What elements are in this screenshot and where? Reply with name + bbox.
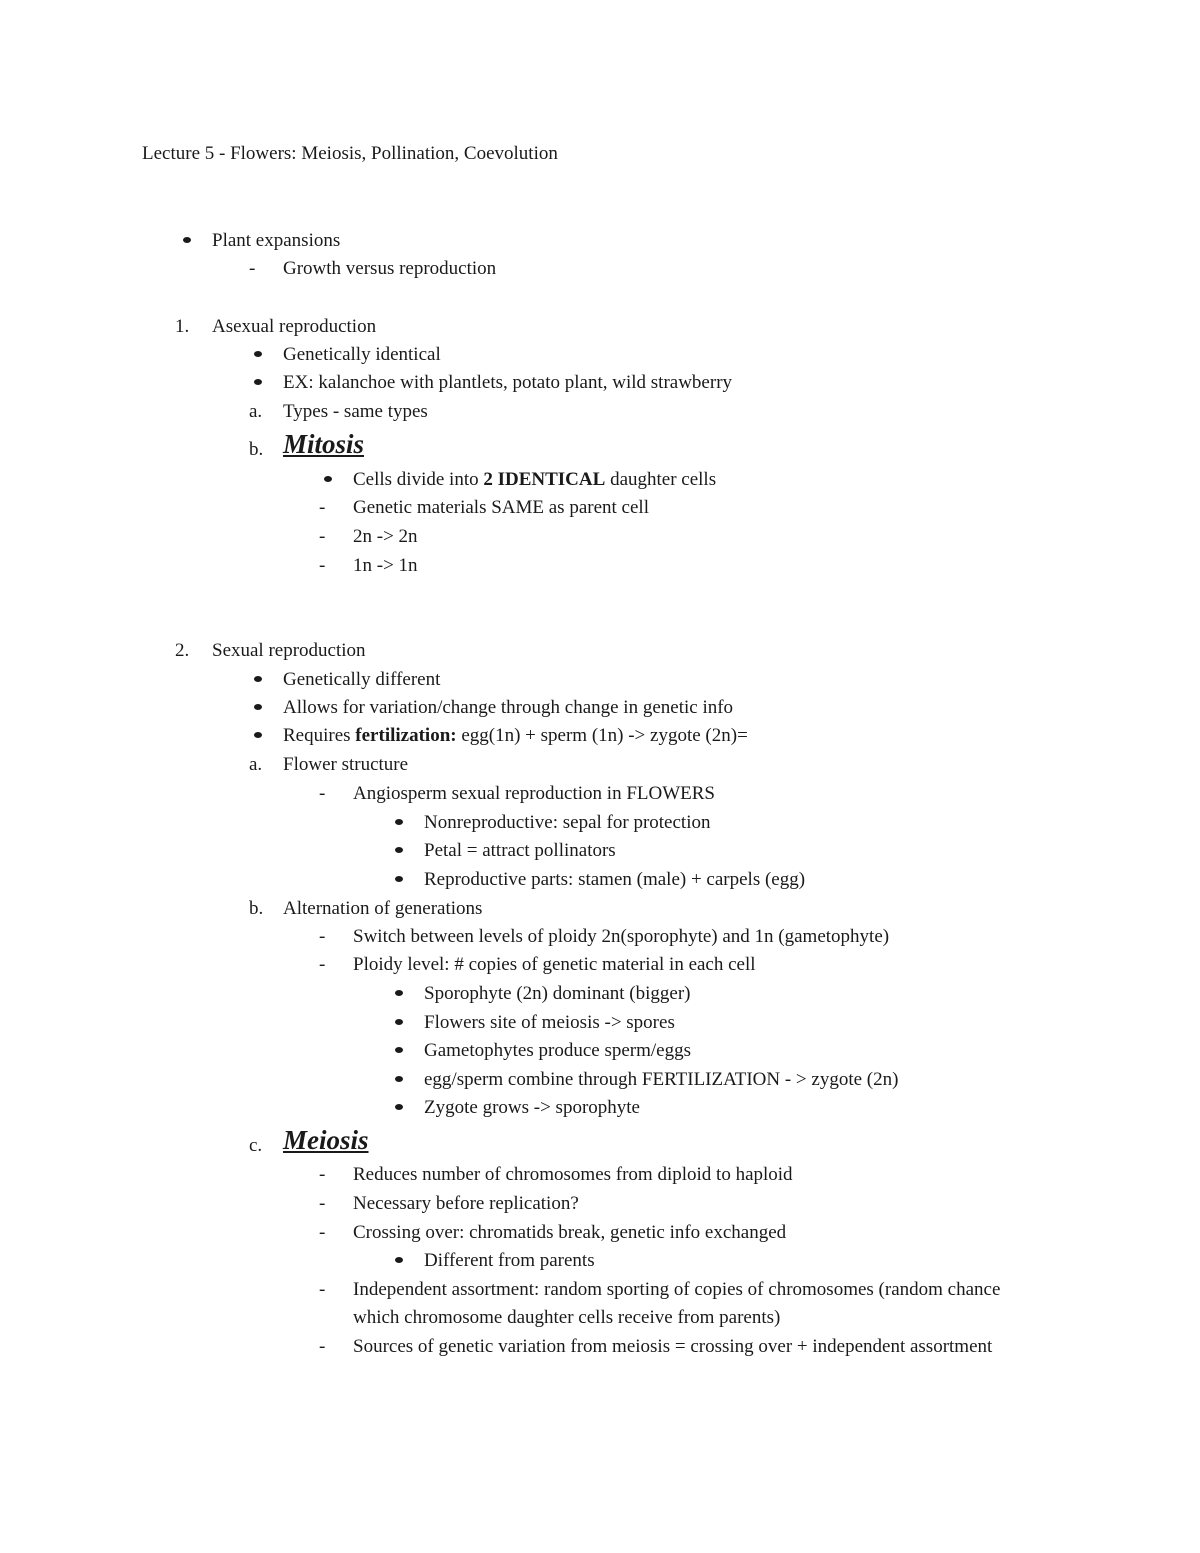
list-item (424, 809, 710, 837)
item-text: Sporophyte (2n) dominant (bigger) (424, 983, 691, 1004)
list-item (353, 552, 418, 580)
item-text: Genetically identical (283, 344, 441, 365)
item-text: Reproductive parts: stamen (male) + carpels (egg) (424, 869, 806, 890)
item-text: Allows for variation/change through change in genetic info (283, 697, 734, 718)
list-item: 2. Sexual reproduction (175, 640, 366, 661)
item-text: Flower structure (283, 754, 409, 775)
list-item (353, 951, 756, 979)
list-item (353, 1276, 1033, 1332)
list-item: a. Flower structure (249, 754, 409, 775)
list-item (353, 923, 889, 951)
item-text: Crossing over: chromatids break, genetic info exchanged (353, 1222, 787, 1243)
list-item (283, 694, 733, 722)
list-item (353, 466, 716, 494)
item-text: 2n -> 2n (353, 526, 418, 547)
list-item (353, 523, 418, 551)
list-item (424, 1247, 595, 1275)
list-item (424, 1009, 675, 1037)
item-text: Sources of genetic variation from meiosis = crossing over + independent assortment (353, 1336, 993, 1357)
list-item (353, 1161, 793, 1189)
list-item (424, 980, 690, 1008)
item-text: Gametophytes produce sperm/eggs (424, 1040, 691, 1061)
list-item (283, 666, 440, 694)
item-text: Plant expansions (212, 230, 341, 251)
item-text: Types - same types (283, 401, 428, 422)
list-item (424, 1094, 640, 1122)
item-text: EX: kalanchoe with plantlets, potato plant, wild strawberry (283, 372, 733, 393)
list-item (353, 1190, 579, 1218)
item-text: Genetic materials SAME as parent cell (353, 497, 649, 518)
list-item (353, 1219, 786, 1247)
item-text: Switch between levels of ploidy 2n(sporophyte) and 1n (gametophyte) (353, 926, 890, 947)
list-item: b. Alternation of generations (249, 898, 483, 919)
list-item (424, 1066, 898, 1094)
item-text: Flowers site of meiosis -> spores (424, 1012, 675, 1033)
item-text: Alternation of generations (283, 898, 483, 919)
list-item (283, 341, 441, 369)
item-text: Requires fertilization: egg(1n) + sperm (1n) -> zygote (2n)= (283, 725, 748, 746)
list-item (283, 722, 748, 750)
item-text: Sexual reproduction (212, 640, 366, 661)
item-text: Reduces number of chromosomes from diploid to haploid (353, 1164, 793, 1185)
section-heading-mitosis: Mitosis (283, 429, 365, 459)
list-item (283, 369, 732, 397)
item-text: Petal = attract pollinators (424, 840, 616, 861)
list-item (353, 1333, 1033, 1361)
list-item: c. Meiosis (249, 1125, 369, 1156)
list-item (353, 780, 715, 808)
list-item: b. Mitosis (249, 429, 365, 460)
item-text: Different from parents (424, 1250, 595, 1271)
list-item: a. Types - same types (249, 401, 428, 422)
item-text: egg/sperm combine through FERTILIZATION - > zygote (2n) (424, 1069, 899, 1090)
item-text: Nonreproductive: sepal for protection (424, 812, 711, 833)
item-text: Cells divide into 2 IDENTICAL daughter cells (353, 469, 717, 490)
list-item (353, 494, 649, 522)
list-item (212, 227, 340, 255)
item-text: 1n -> 1n (353, 555, 418, 576)
item-text: Independent assortment: random sporting of copies of chromosomes (random chance which chromosome daughter cells receive from parents) (353, 1279, 1001, 1328)
item-text: Ploidy level: # copies of genetic material in each cell (353, 954, 756, 975)
list-item (424, 866, 805, 894)
page-title: Lecture 5 - Flowers: Meiosis, Pollination, Coevolution (142, 143, 558, 164)
item-text: Necessary before replication? (353, 1193, 579, 1214)
list-item (424, 837, 616, 865)
section-heading-meiosis: Meiosis (283, 1125, 369, 1155)
item-text: Zygote grows -> sporophyte (424, 1097, 640, 1118)
item-text: Genetically different (283, 669, 441, 690)
item-text: Angiosperm sexual reproduction in FLOWERS (353, 783, 716, 804)
list-item (283, 255, 496, 283)
list-item: 1. Asexual reproduction (175, 316, 377, 337)
item-text: Asexual reproduction (212, 316, 377, 337)
item-text: Growth versus reproduction (283, 258, 497, 279)
list-item (424, 1037, 691, 1065)
